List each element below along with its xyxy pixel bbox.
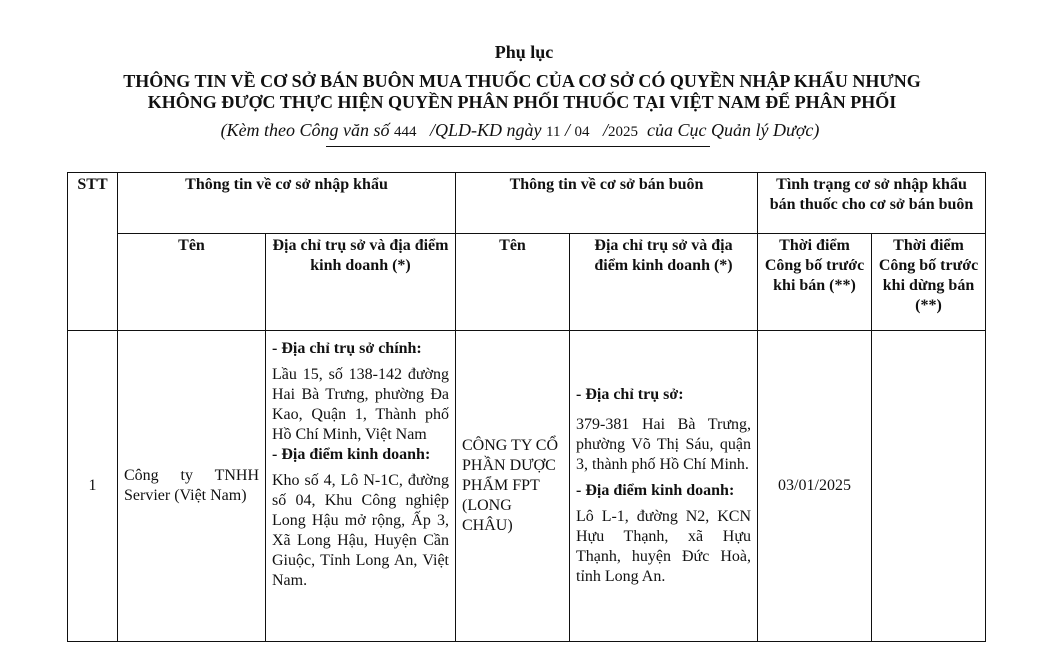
ref-month: 04 [574, 124, 590, 140]
document-title-line1: THÔNG TIN VỀ CƠ SỞ BÁN BUÔN MUA THUỐC CỦA CƠ SỞ CÓ QUYỀN NHẬP KHẨU NHƯNG [123, 71, 921, 91]
col-wholesaler-name: Tên [456, 234, 570, 331]
col-announce-sell: Thời điểm Công bố trước khi bán (**) [758, 234, 872, 331]
wholesaler-hq: 379-381 Hai Bà Trưng, phường Võ Thị Sáu, quận 3, thành phố Hồ Chí Minh. [576, 416, 751, 473]
ref-code: /QLD-KD ngày [430, 120, 542, 140]
importer-address [266, 331, 456, 642]
announce-stop-date [872, 331, 986, 642]
distribution-table [67, 172, 986, 642]
col-importer-name: Tên [118, 234, 266, 331]
ref-year: 2025 [608, 124, 639, 140]
header-row-2 [68, 234, 986, 331]
reference-underline [326, 146, 710, 147]
col-wholesaler-address: Địa chỉ trụ sở và địa điểm kinh doanh (*) [570, 234, 758, 331]
wholesaler-biz-label: - Địa điểm kinh doanh: [576, 482, 735, 499]
document-title-line2: KHÔNG ĐƯỢC THỰC HIỆN QUYỀN PHÂN PHỐI THUỐC TẠI VIỆT NAM ĐỂ PHÂN PHỐI [147, 92, 897, 112]
col-importer-group: Thông tin về cơ sở nhập khẩu [118, 173, 456, 234]
wholesaler-name: CÔNG TY CỔ PHẦN DƯỢC PHẨM FPT (LONG CHÂU) [456, 331, 570, 642]
importer-hq-label: - Địa chỉ trụ sở chính: [272, 340, 422, 357]
importer-name: Công ty TNHH Servier (Việt Nam) [118, 331, 266, 642]
col-announce-stop: Thời điểm Công bố trước khi dừng bán (**) [872, 234, 986, 331]
col-importer-address: Địa chỉ trụ sở và địa điểm kinh doanh (*) [266, 234, 456, 331]
reference-line [0, 120, 1044, 141]
table-row [68, 331, 986, 642]
ref-sep2: / [603, 120, 609, 140]
ref-number: 444 [394, 124, 417, 140]
row-stt: 1 [68, 331, 118, 642]
col-wholesaler-group: Thông tin về cơ sở bán buôn [456, 173, 758, 234]
wholesaler-address [570, 331, 758, 642]
wholesaler-hq-label: - Địa chỉ trụ sở: [576, 386, 684, 403]
ref-suffix: của Cục Quản lý Dược) [647, 120, 820, 140]
announce-sell-date: 03/01/2025 [758, 331, 872, 642]
wholesaler-biz: Lô L-1, đường N2, KCN Hựu Thạnh, xã Hựu Thạnh, huyện Đức Hoà, tỉnh Long An. [576, 508, 751, 585]
ref-day: 11 [546, 124, 561, 140]
importer-biz-label: - Địa điểm kinh doanh: [272, 446, 431, 463]
ref-prefix: (Kèm theo Công văn số [220, 120, 390, 140]
header-row-1 [68, 173, 986, 234]
ref-sep1: / [565, 120, 571, 140]
appendix-heading: Phụ lục [494, 42, 554, 62]
col-stt: STT [68, 173, 118, 331]
col-status-group: Tình trạng cơ sở nhập khẩu bán thuốc cho cơ sở bán buôn [758, 173, 986, 234]
importer-hq: Lầu 15, số 138-142 đường Hai Bà Trưng, phường Đa Kao, Quận 1, Thành phố Hồ Chí Minh, Việt Nam [272, 366, 449, 443]
importer-biz: Kho số 4, Lô N-1C, đường số 04, Khu Công nghiệp Long Hậu mở rộng, Ấp 3, Xã Long Hậu, Huyện Cần Giuộc, Tỉnh Long An, Việt Nam. [272, 472, 449, 589]
